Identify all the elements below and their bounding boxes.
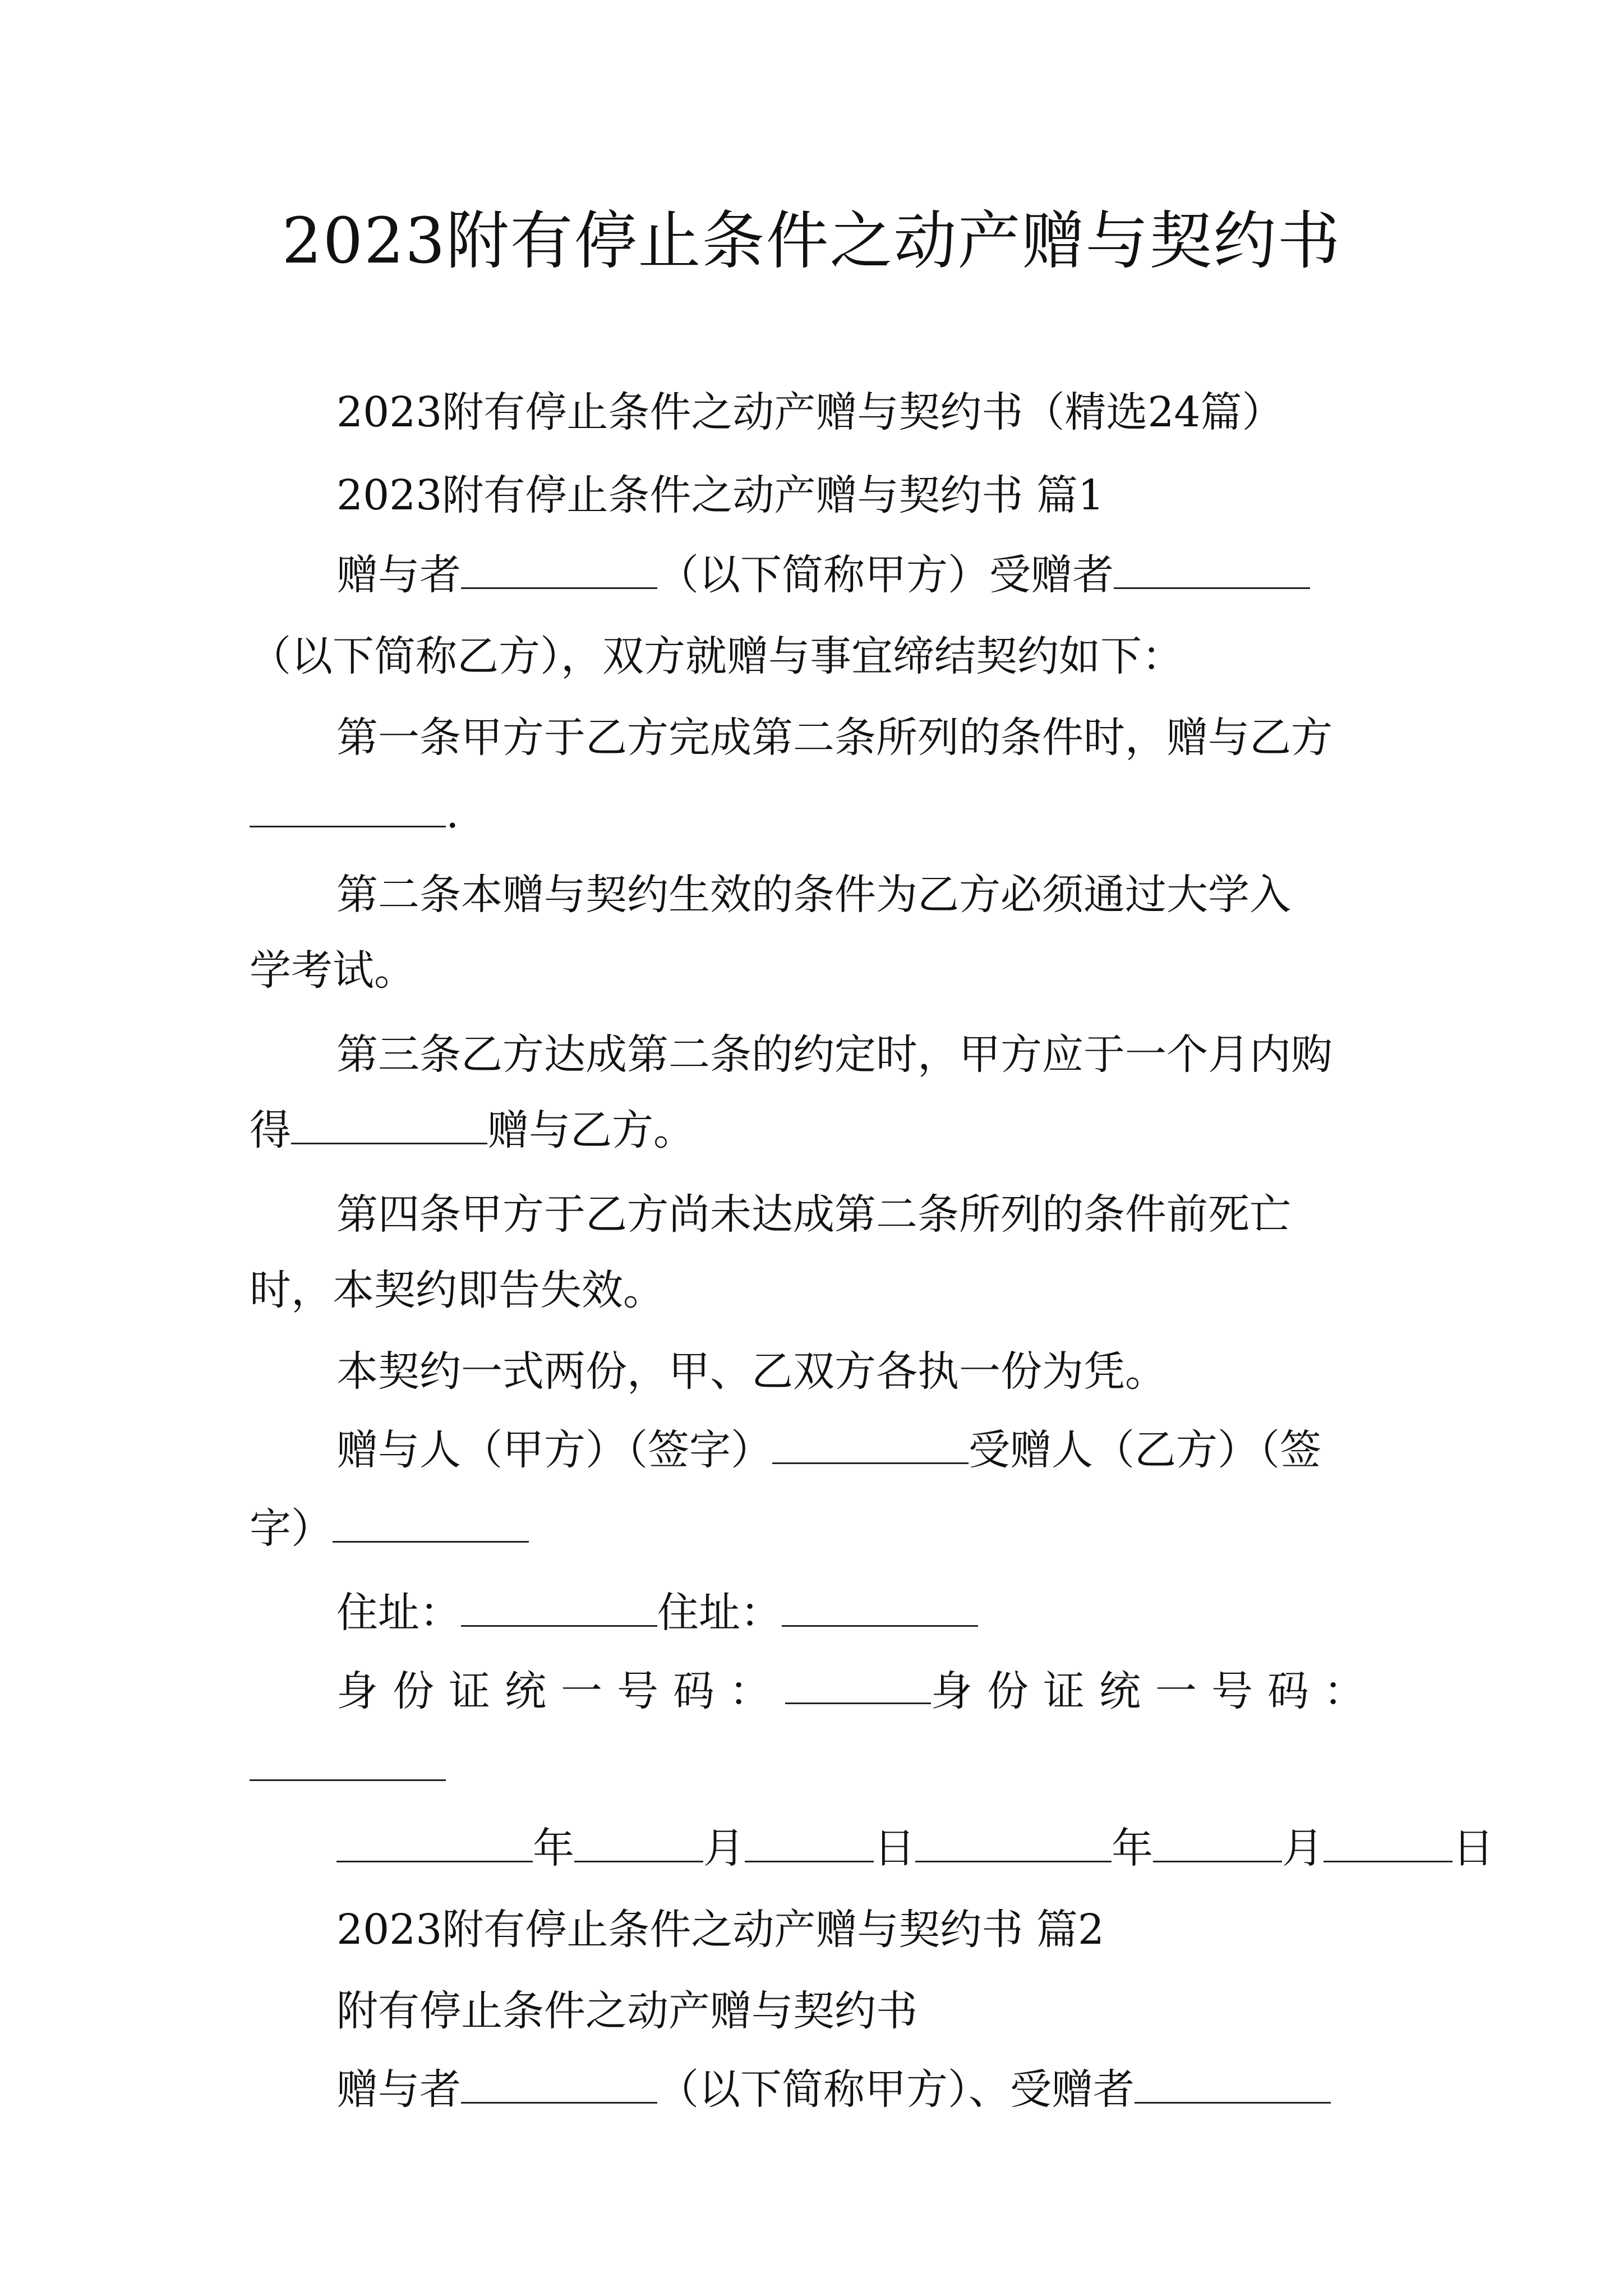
article-2-continuation: 学考试。 (250, 946, 416, 995)
article-1-continuation (250, 785, 459, 841)
donor-address-label: 住址： (336, 1589, 461, 1637)
article-3-blank (291, 1103, 487, 1144)
document-title: 2023附有停止条件之动产赠与契约书 (282, 205, 1341, 278)
article-3-prefix: 得 (250, 1106, 291, 1154)
donee-signature-blank (333, 1502, 529, 1543)
donor-id-label: 身份证统一号码： (336, 1667, 785, 1715)
donee-year-label: 年 (1112, 1824, 1153, 1872)
donor-blank (461, 548, 657, 589)
copies-clause: 本契约一式两份，甲、乙双方各执一份为凭。 (336, 1347, 1166, 1396)
donee-signature-end: 字） (250, 1504, 333, 1553)
article-2-text: 第二条本赠与契约生效的条件为乙方必须通过大学入 (336, 871, 1291, 919)
donor-month-blank (574, 1821, 703, 1862)
donor-day-label: 日 (874, 1824, 915, 1872)
party-b-note: （以下简称乙方），双方就赠与事宜缔结契约如下： (250, 632, 1183, 680)
section-2-subheading: 附有停止条件之动产赠与契约书 (336, 1987, 917, 2035)
section-1-heading: 2023附有停止条件之动产赠与契约书 篇1 (336, 471, 1104, 519)
section-2-donor-line (336, 2062, 1331, 2118)
donee-address-label: 住址： (657, 1589, 782, 1637)
address-line (336, 1585, 978, 1641)
article-3-text: 第三条乙方达成第二条的约定时，甲方应于一个月内购 (336, 1030, 1332, 1079)
donor-year-label: 年 (533, 1824, 574, 1872)
donor-day-blank (745, 1821, 874, 1862)
donee-year-blank (915, 1821, 1112, 1862)
signature-line (336, 1422, 1321, 1478)
section-2-donor-label: 赠与者 (336, 2065, 461, 2114)
donee-month-blank (1153, 1821, 1282, 1862)
article-4-continuation: 时，本契约即告失效。 (250, 1266, 665, 1314)
donee-id-blank (250, 1740, 446, 1781)
donor-label: 赠与者 (336, 551, 461, 599)
date-line (336, 1820, 1494, 1876)
id-number-line (336, 1663, 1380, 1719)
donor-id-blank (785, 1663, 931, 1704)
donor-address-blank (461, 1586, 657, 1627)
donee-address-blank (782, 1586, 978, 1627)
section-2-heading: 2023附有停止条件之动产赠与契约书 篇2 (336, 1906, 1104, 1954)
donor-signature-blank (772, 1423, 969, 1464)
section-2-donee-blank (1135, 2063, 1331, 2104)
donee-signature-label: 受赠人（乙方）（签 (969, 1426, 1321, 1474)
donee-month-label: 月 (1282, 1824, 1324, 1872)
article-3-continuation (250, 1102, 695, 1158)
donor-month-label: 月 (703, 1824, 745, 1872)
article-1-end: . (446, 789, 459, 838)
section-2-donor-blank (461, 2063, 657, 2104)
donee-day-blank (1324, 1821, 1453, 1862)
donor-signature-label: 赠与人（甲方）（签字） (336, 1426, 772, 1474)
article-4-text: 第四条甲方于乙方尚未达成第二条所列的条件前死亡 (336, 1190, 1291, 1239)
article-1-text: 第一条甲方于乙方完成第二条所列的条件时，赠与乙方 (336, 714, 1332, 762)
article-1-blank (250, 786, 446, 827)
donee-blank (1114, 548, 1310, 589)
signature-continuation (250, 1501, 529, 1557)
section-2-party-a-note: （以下简称甲方）、受赠者 (657, 2065, 1135, 2114)
collection-subtitle: 2023附有停止条件之动产赠与契约书（精选24篇） (336, 388, 1284, 436)
donee-day-label: 日 (1453, 1824, 1494, 1872)
article-3-suffix: 赠与乙方。 (487, 1106, 695, 1154)
party-a-note: （以下简称甲方）受赠者 (657, 551, 1114, 599)
donor-line (336, 547, 1310, 603)
donee-id-label: 身份证统一号码： (931, 1667, 1380, 1715)
id-number-continuation (250, 1739, 446, 1795)
donor-year-blank (336, 1821, 533, 1862)
